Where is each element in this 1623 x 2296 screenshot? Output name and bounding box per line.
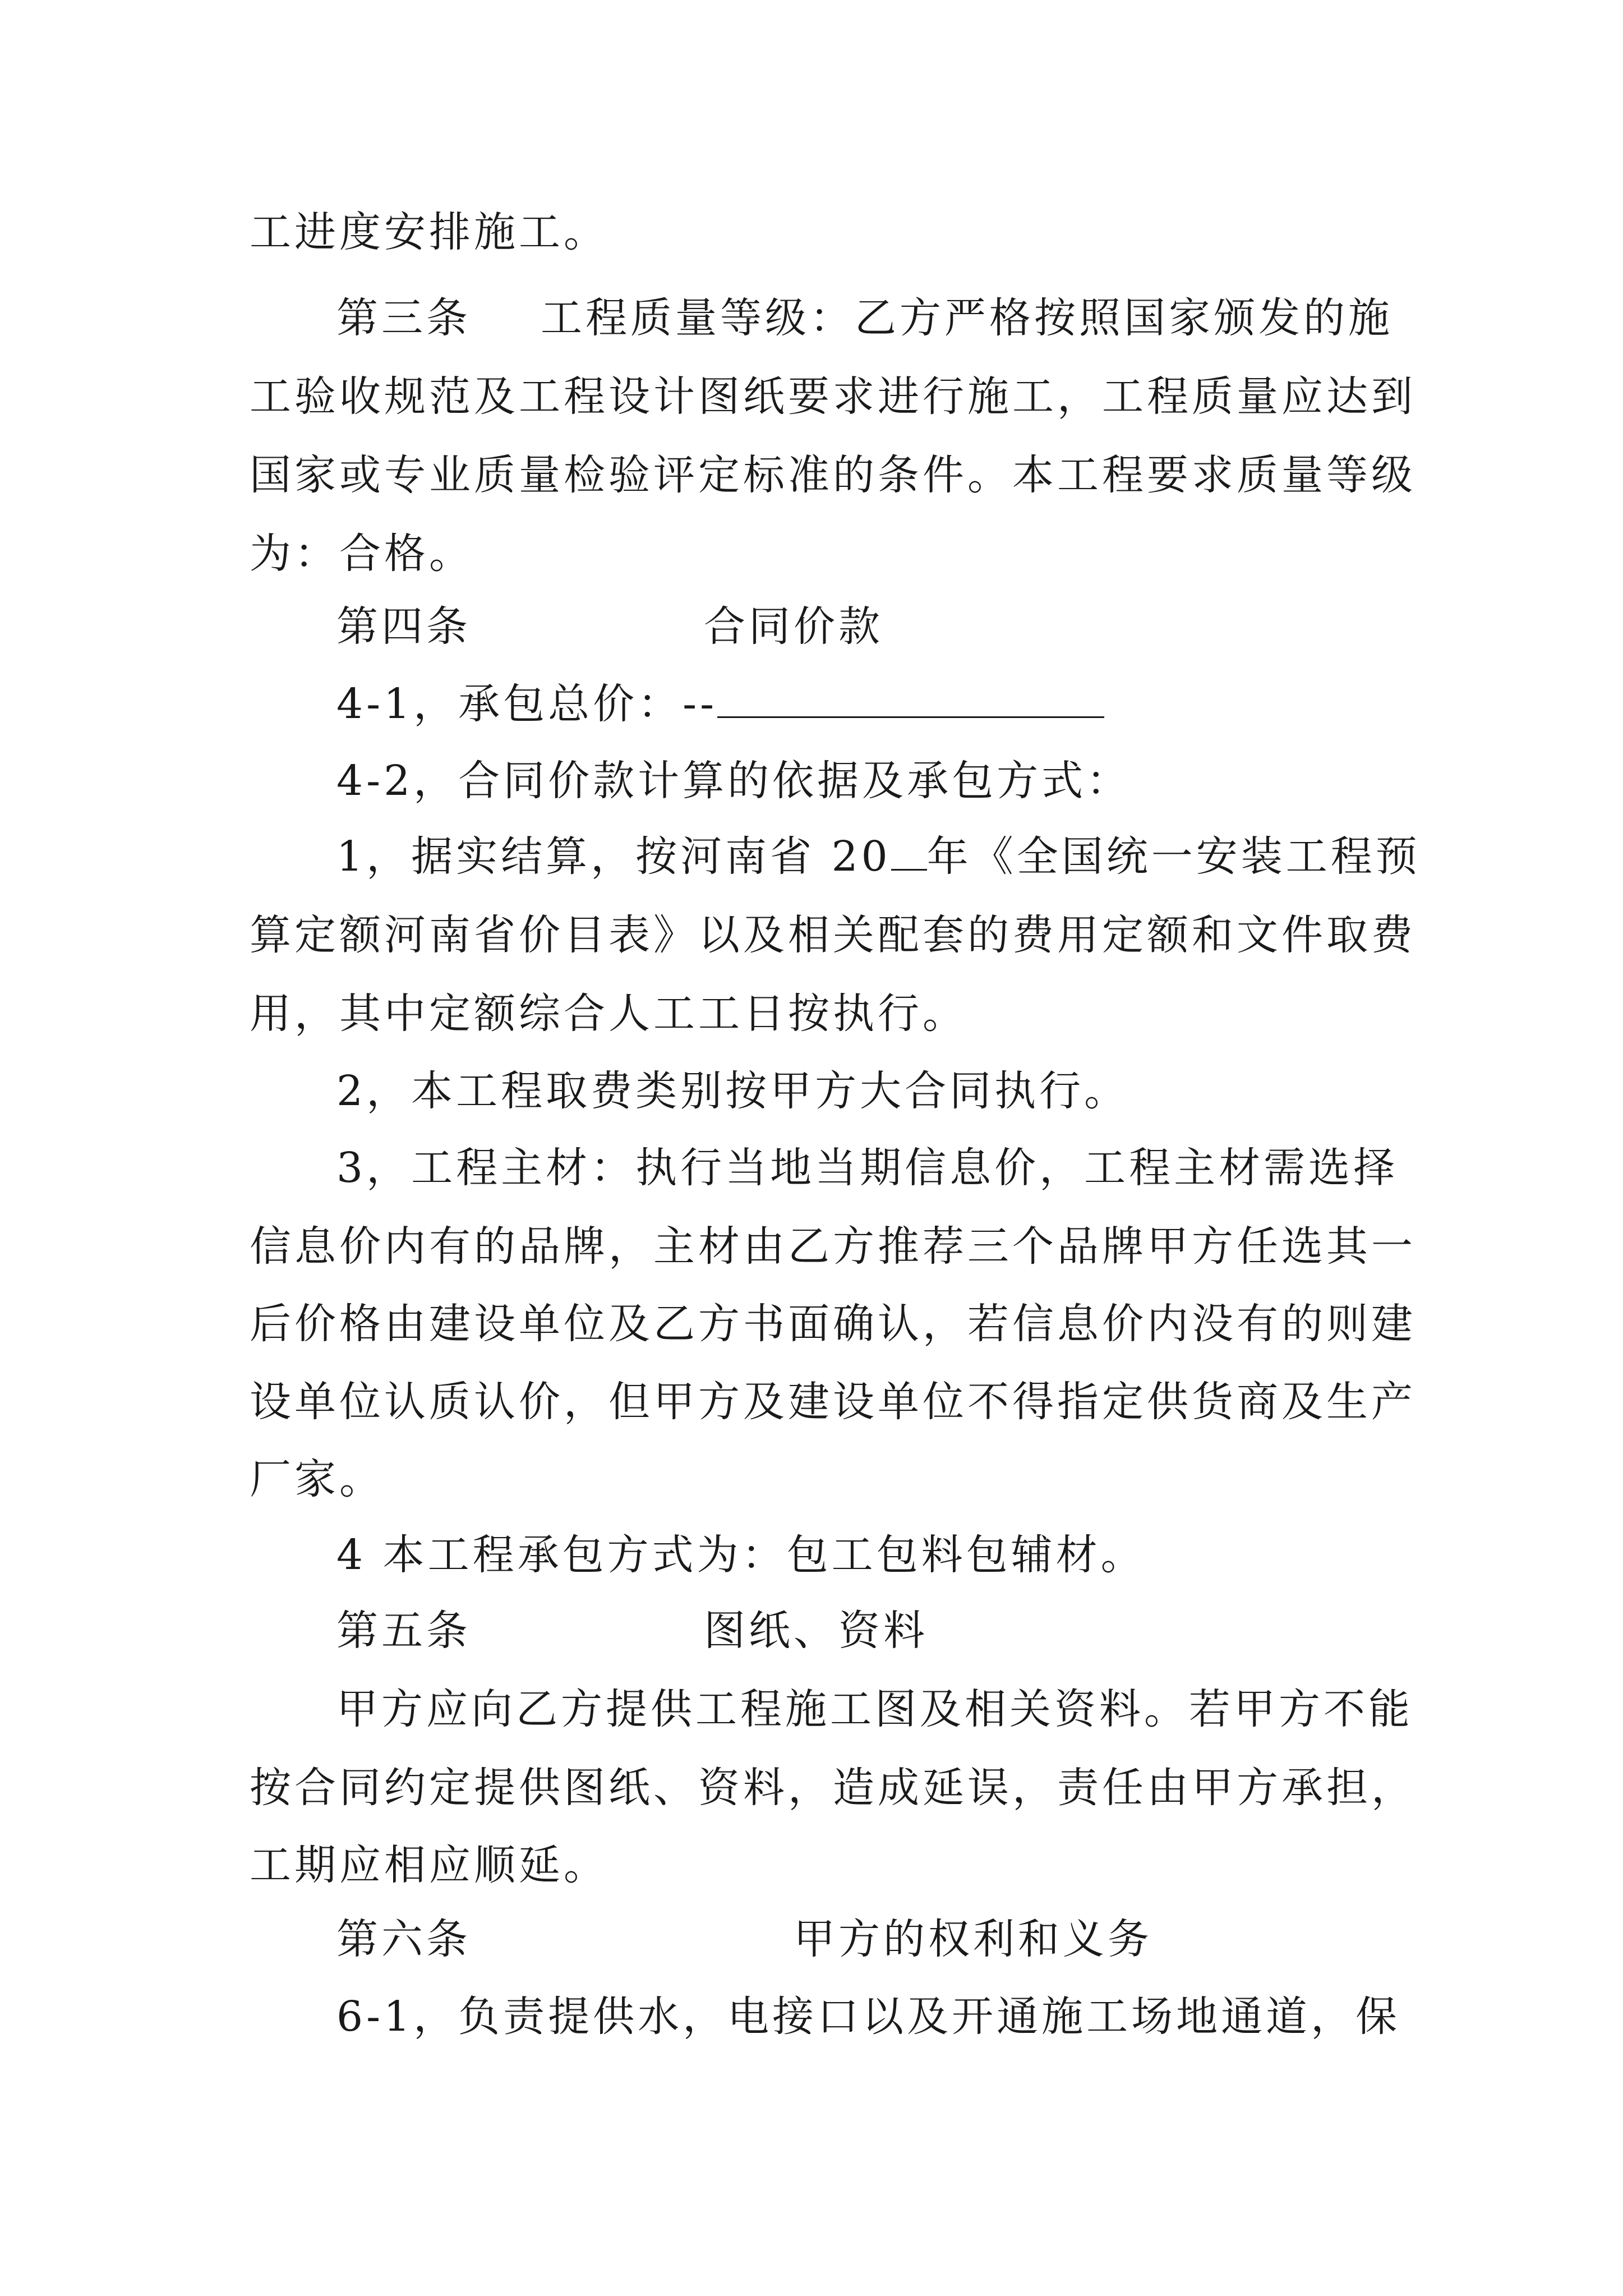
item-1-text-b: 年《全国统一安装工程预 [926,832,1421,881]
clause-4-1 [336,680,1104,728]
article-5-number: 第五条 [336,1607,471,1655]
article-6-title: 甲方的权利和义务 [794,1915,1152,1963]
item-2-line: 2，本工程取费类别按甲方大合同执行。 [336,1067,1129,1115]
item-1-text-a: 1，据实结算，按河南省 20 [336,832,891,881]
text-line: 工验收规范及工程设计图纸要求进行施工，工程质量应达到 [250,372,1416,421]
text-line: 后价格由建设单位及乙方书面确认，若信息价内没有的则建 [250,1300,1416,1348]
text-line: 工期应相应顺延。 [250,1841,608,1889]
item-3-line: 3，工程主材：执行当地当期信息价，工程主材需选择 [336,1144,1399,1192]
text-line: 用，其中定额综合人工工日按执行。 [250,990,967,1038]
article-3-number: 第三条 [336,294,471,342]
text-line: 国家或专业质量检验评定标准的条件。本工程要求质量等级 [250,451,1416,499]
article-6-heading [336,1915,1152,1963]
article-5-title: 图纸、资料 [704,1607,928,1655]
text-line: 设单位认质认价，但甲方及建设单位不得指定供货商及生产 [250,1378,1416,1426]
article-4-title: 合同价款 [704,602,883,651]
clause-4-1-text: 4-1，承包总价：-- [336,680,718,728]
text-line: 算定额河南省价目表》以及相关配套的费用定额和文件取费 [250,911,1416,959]
article-5-paragraph: 甲方应向乙方提供工程施工图及相关资料。若甲方不能 [336,1685,1413,1733]
item-4-line: 4 本工程承包方式为：包工包料包辅材。 [336,1531,1146,1579]
article-6-number: 第六条 [336,1915,471,1963]
text-line: 工进度安排施工。 [250,208,608,256]
article-3-line [336,294,1393,342]
article-5-heading [336,1607,928,1655]
text-line: 按合同约定提供图纸、资料，造成延误，责任由甲方承担， [250,1764,1416,1812]
total-price-blank [717,684,1104,718]
clause-6-1: 6-1，负责提供水，电接口以及开通施工场地通道，保 [336,1993,1401,2041]
item-1-line [336,832,1421,881]
article-4-number: 第四条 [336,602,471,651]
article-3-text: 工程质量等级：乙方严格按照国家颁发的施 [541,294,1393,342]
clause-4-2: 4-2，合同价款计算的依据及承包方式： [336,757,1132,805]
text-line: 为：合格。 [250,530,474,578]
text-line: 信息价内有的品牌，主材由乙方推荐三个品牌甲方任选其一 [250,1222,1416,1271]
text-line: 厂家。 [250,1455,384,1503]
year-blank [891,836,927,871]
article-4-heading [336,602,883,651]
